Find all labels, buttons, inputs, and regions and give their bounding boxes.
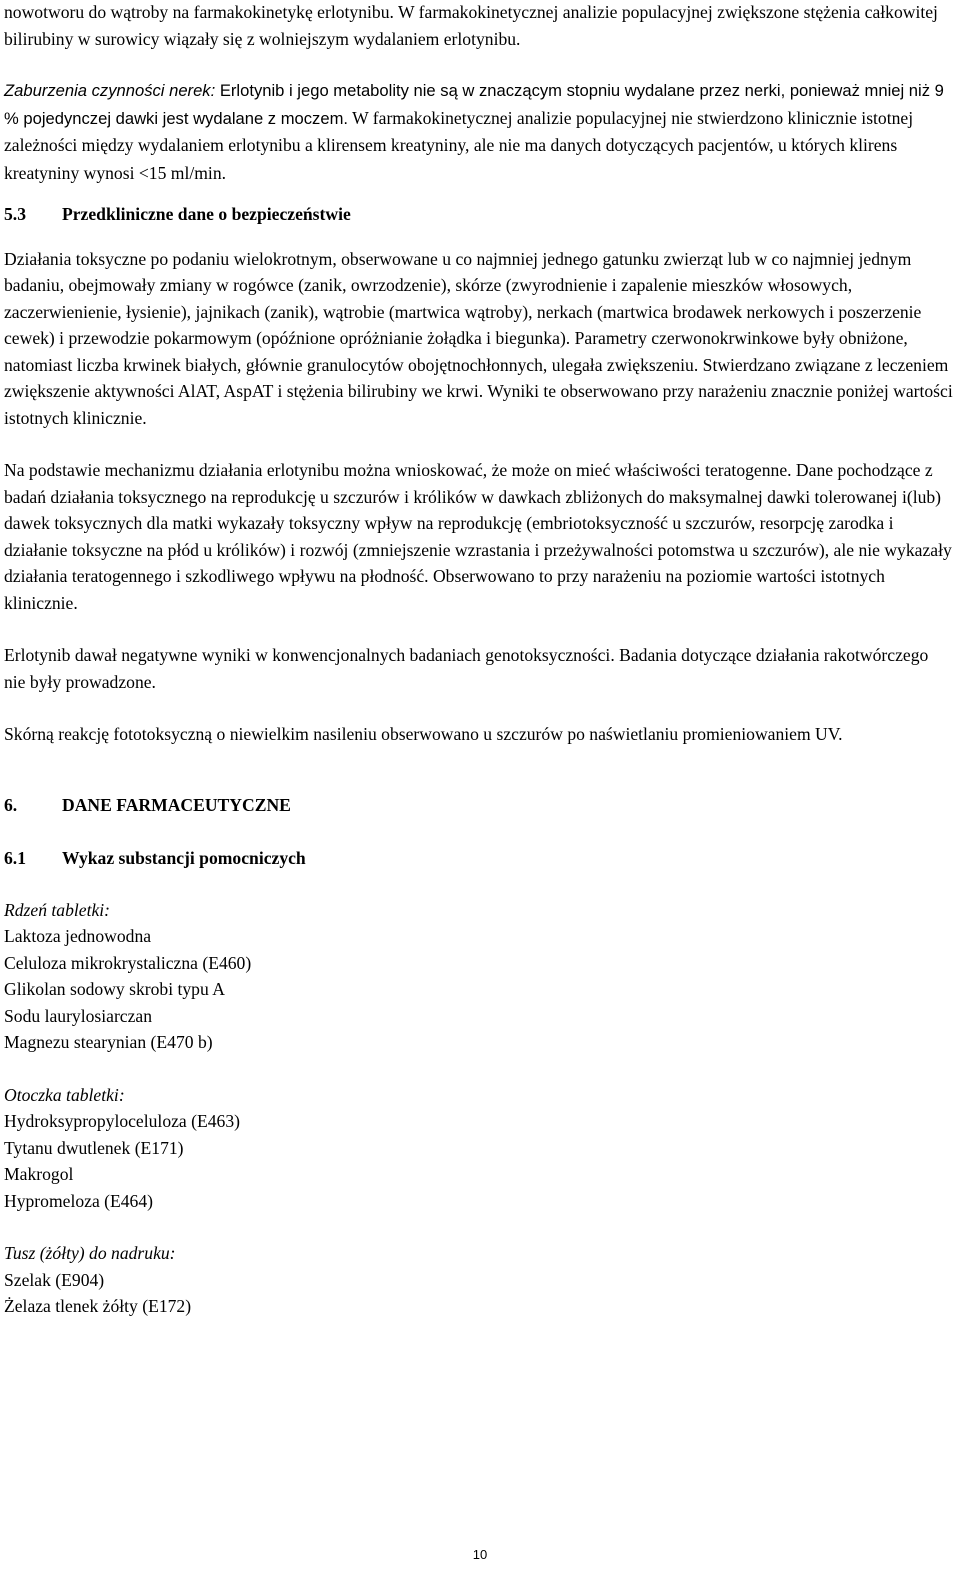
intro-paragraph: nowotworu do wątroby na farmakokinetykę erlotynibu. W farmakokinetycznej analizie populacyjnej zwiększone stężenia całkowitej bilirubiny w surowicy wiązały się z wolniejszym wydalaniem erlotynibu. xyxy=(4,2,938,49)
preclinical-paragraph-2: Na podstawie mechanizmu działania erlotynibu można wnioskować, że może on mieć właściwości teratogenne. Dane pochodzące z badań działania toksycznego na reprodukcję u szczurów i królików w dawkach zbliżonych do maksymalnej dawki tolerowanej i(lub) dawek toksycznych dla matki wykazały toksyczny wpływ na reprodukcję (embriotoksyczność u szczurów, resorpcję zarodka i działanie toksyczne na płód u królików) i rozwój (zmniejszenie wzrastania i przeżywalności potomstwa u szczurów), ale nie wykazały działania teratogennego i szkodliwego wpływu na płodność. Obserwowano to przy narażeniu na poziomie wartości istotnych klinicznie. xyxy=(4,460,952,613)
section-number: 6.1 xyxy=(4,848,26,868)
section-number: 6. xyxy=(4,794,18,815)
renal-serif-text: W farmakokinetycznej analizie populacyjnej nie stwierdzono klinicznie istotnej zależności między wydalaniem erlotynibu a klirensem kreatyniny, ale nie ma danych dotyczących pacjentów, u których klirens kreatyniny wynosi <15 ml/min. xyxy=(4,107,914,183)
list-item: Laktoza jednowodna xyxy=(4,926,152,946)
excipients-group-coating xyxy=(4,1082,954,1215)
list-item: Celuloza mikrokrystaliczna (E460) xyxy=(4,952,252,973)
list-item: Tytanu dwutlenek (E171) xyxy=(4,1137,184,1158)
section-title: Przedkliniczne dane o bezpieczeństwie xyxy=(62,204,351,224)
section-title: DANE FARMACEUTYCZNE xyxy=(62,794,291,815)
section-heading-6-1 xyxy=(4,845,954,872)
renal-sans-text: Erlotynib i jego metabolity nie są w znaczącym stopniu wydalane przez nerki, ponieważ mniej niż 9 % pojedynczej dawki jest wydalane z moczem. xyxy=(4,81,944,128)
group-label: Tusz (żółty) do nadruku: xyxy=(4,1243,176,1263)
preclinical-paragraph-1: Działania toksyczne po podaniu wielokrotnym, obserwowane u co najmniej jednego gatunku zwierząt lub w co najmniej jednym badaniu, obejmowały zmiany w rogówce (zanik, owrzodzenie), skórze (zwyrodnienie i zapalenie mieszków włosowych, zaczerwienienie, łysienie), jajnikach (zanik), wątrobie (martwica wątroby), nerkach (martwica brodawek nerkowych i poszerzenie cewek) i przewodzie pokarmowym (opóźnione opróżnianie żołądka i biegunka). Parametry czerwonokrwinkowe były obniżone, natomiast liczba krwinek białych, głównie granulocytów obojętnochłonnych, ulegała zwiększeniu. Stwierdzano związane z leczeniem zwiększenie aktywności AlAT, AspAT i stężenia bilirubiny we krwi. Wyniki te obserwowano przy narażeniu znacznie poniżej wartości istotnych klinicznie. xyxy=(4,248,953,428)
group-label: Otoczka tabletki: xyxy=(4,1084,125,1105)
list-item: Makrogol xyxy=(4,1164,74,1184)
preclinical-paragraph-3: Erlotynib dawał negatywne wyniki w konwencjonalnych badaniach genotoksyczności. Badania dotyczące działania rakotwórczego nie były prowadzone. xyxy=(4,645,929,692)
preclinical-paragraph-4: Skórną reakcję fototoksyczną o niewielkim nasileniu obserwowano u szczurów po naświetlaniu promieniowaniem UV. xyxy=(4,724,843,744)
list-item: Glikolan sodowy skrobi typu A xyxy=(4,979,225,999)
document-page xyxy=(4,0,954,1320)
list-item: Magnezu stearynian (E470 b) xyxy=(4,1032,213,1052)
section-title: Wykaz substancji pomocniczych xyxy=(62,848,306,868)
list-item: Sodu laurylosiarczan xyxy=(4,1005,153,1026)
list-item: Szelak (E904) xyxy=(4,1269,105,1290)
page-number: 10 xyxy=(472,1547,488,1562)
list-item: Hydroksypropyloceluloza (E463) xyxy=(4,1111,240,1131)
section-heading-5-3 xyxy=(4,201,954,228)
excipients-group-ink xyxy=(4,1240,954,1320)
list-item: Żelaza tlenek żółty (E172) xyxy=(4,1296,192,1316)
group-label: Rdzeń tabletki: xyxy=(4,899,111,920)
renal-paragraph xyxy=(4,78,954,187)
section-number: 5.3 xyxy=(4,204,26,224)
list-item: Hypromeloza (E464) xyxy=(4,1190,154,1211)
section-heading-6 xyxy=(4,792,954,819)
renal-label: Zaburzenia czynności nerek: xyxy=(4,81,216,100)
excipients-group-core xyxy=(4,897,954,1056)
